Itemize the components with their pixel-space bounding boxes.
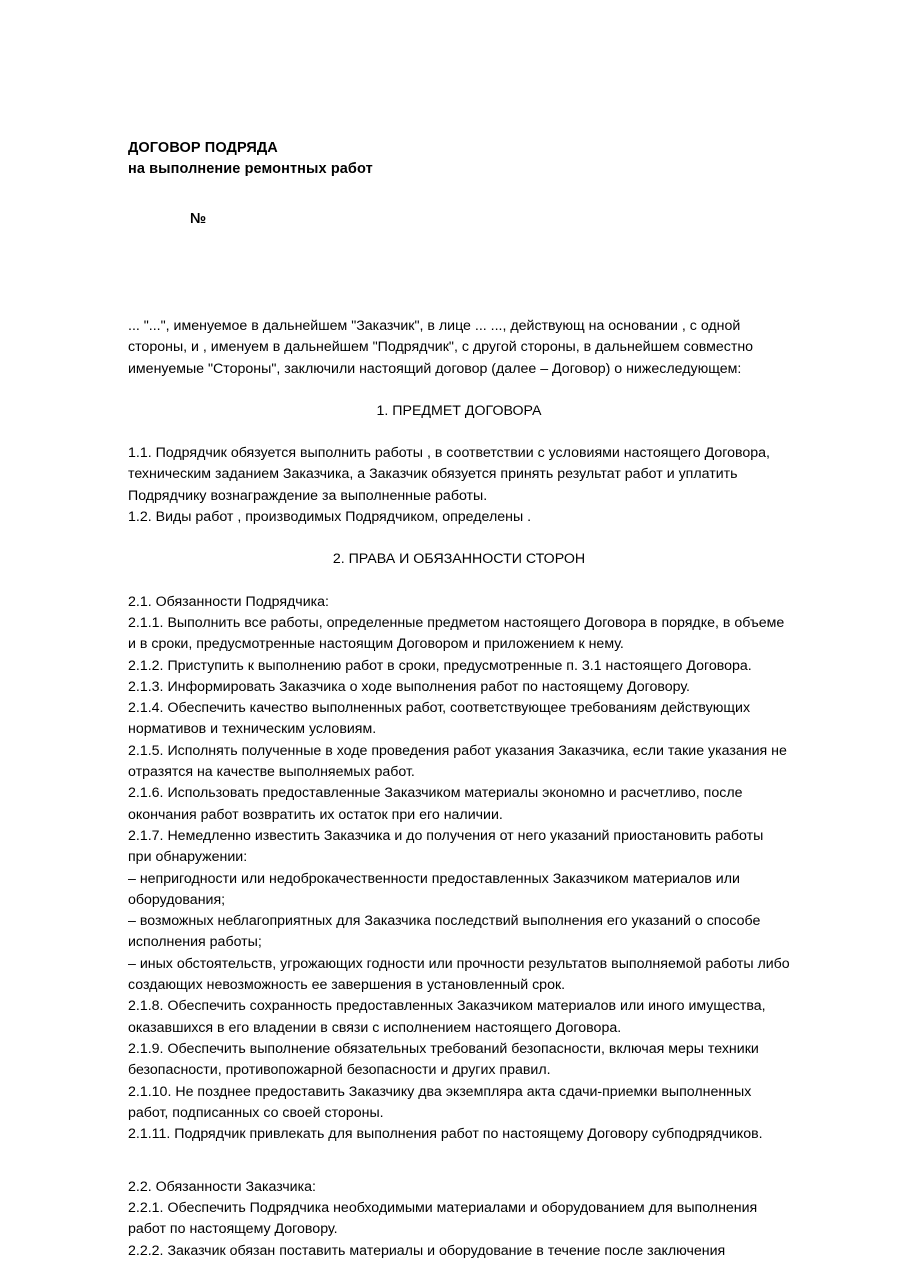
clause-2-1-2: 2.1.2. Приступить к выполнению работ в сроки, предусмотренные п. 3.1 настоящего Договора.	[128, 657, 752, 674]
clause-2-1-8: 2.1.8. Обеспечить сохранность предоставленных Заказчиком материалов или иного имущества, оказавшихся в его владении в связи с исполнением настоящего Договора.	[128, 998, 766, 1036]
clause-1-1: 1.1. Подрядчик обязуется выполнить работы , в соответствии с условиями настоящего Договора, техническим заданием Заказчика, а Заказчик обязуется принять результат работ и уплатить Подрядчику вознаграждение за выполненные работы.	[128, 445, 770, 504]
clause-2-2: 2.2. Обязанности Заказчика:	[128, 1178, 316, 1195]
preamble-paragraph: ... "...", именуемое в дальнейшем "Заказчик", в лице ... ..., действующ на основании , с одной стороны, и , именуем в дальнейшем "Подрядчик", с другой стороны, в дальнейшем совместно именуемые "Стороны", заключили настоящий договор (далее – Договор) о нижеследующем:	[128, 318, 754, 377]
dash-item-unsuitable-materials: – непригодности или недоброкачественности предоставленных Заказчиком материалов или оборудования;	[128, 870, 740, 908]
clause-2-2-1: 2.2.1. Обеспечить Подрядчика необходимыми материалами и оборудованием для выполнения работ по настоящему Договору.	[128, 1199, 758, 1238]
clause-2-1-4: 2.1.4. Обеспечить качество выполненных работ, соответствующее требованиям действующих нормативов и техническим условиям.	[128, 700, 751, 738]
clause-2-1-10: 2.1.10. Не позднее предоставить Заказчику два экземпляра акта сдачи-приемки выполненных работ, подписанных со своей стороны.	[128, 1083, 752, 1121]
contract-number-label: №	[190, 211, 207, 227]
section-heading-rights-obligations: 2. ПРАВА И ОБЯЗАННОСТИ СТОРОН	[332, 551, 586, 568]
clause-1-2: 1.2. Виды работ , производимых Подрядчиком, определены .	[128, 509, 532, 526]
clause-group-spacer-small	[128, 1167, 790, 1177]
clause-2-1-5: 2.1.5. Исполнять полученные в ходе проведения работ указания Заказчика, если такие указания не отразятся на качестве выполняемых работ.	[128, 742, 787, 781]
title-spacer	[128, 230, 790, 316]
clause-2-1-6: 2.1.6. Использовать предоставленные Заказчиком материалы экономно и расчетливо, после окончания работ возвратить их остаток при его наличии.	[128, 785, 743, 823]
section-heading-subject: 1. ПРЕДМЕТ ДОГОВОРА	[376, 402, 542, 419]
clause-2-1: 2.1. Обязанности Подрядчика:	[128, 593, 329, 610]
clause-2-2-2: 2.2.2. Заказчик обязан поставить материалы и оборудование в течение после заключения	[128, 1242, 726, 1259]
dash-item-other-circumstances: – иных обстоятельств, угрожающих годности или прочности результатов выполняемой работы либо создающих невозможность ее завершения в установленный срок.	[128, 955, 790, 994]
clause-2-1-1: 2.1.1. Выполнить все работы, определенные предметом настоящего Договора в порядке, в объеме и в сроки, предусмотренные настоящим Договором и приложением к нему.	[128, 614, 785, 653]
clause-2-1-7: 2.1.7. Немедленно известить Заказчика и до получения от него указаний приостановить работы при обнаружении:	[128, 827, 764, 866]
document-title-block	[128, 138, 790, 230]
dash-item-adverse-consequences: – возможных неблагоприятных для Заказчика последствий выполнения его указаний о способе исполнения работы;	[128, 913, 761, 951]
document-title-secondary: на выполнение ремонтных работ	[128, 161, 373, 177]
document-title-primary: ДОГОВОР ПОДРЯДА	[128, 140, 278, 156]
clause-2-1-9: 2.1.9. Обеспечить выполнение обязательных требований безопасности, включая меры техники безопасности, противопожарной безопасности и других правил.	[128, 1040, 759, 1079]
document-body	[128, 138, 790, 1262]
clause-2-1-3: 2.1.3. Информировать Заказчика о ходе выполнения работ по настоящему Договору.	[128, 678, 690, 695]
clause-2-1-11: 2.1.11. Подрядчик привлекать для выполнения работ по настоящему Договору субподрядчиков.	[128, 1126, 763, 1143]
clause-group-spacer	[128, 1145, 790, 1166]
